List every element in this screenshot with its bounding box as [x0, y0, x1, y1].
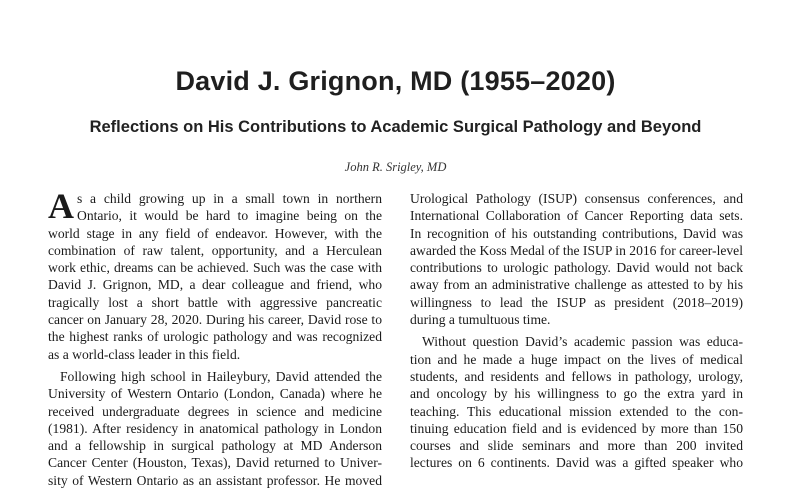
text-line: teaching. This educational mission extended to the con-	[410, 403, 743, 419]
text-line: sity of Western Ontario as an assistant professor. He moved	[48, 472, 382, 488]
left-column	[48, 186, 382, 489]
text-line: contributions to urologic pathology. David would not back	[410, 260, 743, 276]
text-line: International Collaboration of Cancer Reporting data sets.	[410, 208, 743, 224]
text-line: cancer on January 28, 2020. During his career, David rose to	[48, 312, 382, 328]
paragraph-4	[410, 333, 743, 471]
text-line: s a child growing up in a small town in northern	[77, 191, 382, 206]
text-line: combination of raw talent, opportunity, and a Herculean	[48, 242, 382, 258]
text-line: Without question David’s academic passion was educa-	[422, 334, 743, 350]
text-line: students, and residents and fellows in pathology, urology,	[410, 368, 743, 384]
text-line: David J. Grignon, MD, a dear colleague and friend, who	[48, 277, 382, 293]
text-line: tinuing education field and is evidenced by more than 150	[410, 420, 743, 436]
paragraph-2	[48, 368, 382, 489]
paragraph-1	[48, 186, 382, 363]
text-line: willingness to lead the ISUP as president (2018–2019)	[410, 294, 743, 310]
text-line: tragically lost a short battle with aggressive pancreatic	[48, 294, 382, 310]
paragraph-3	[410, 190, 743, 328]
right-column	[410, 190, 743, 472]
text-line: received undergraduate degrees in science and medicine	[48, 403, 382, 419]
text-line: and oncology by his willingness to go the extra yard in	[410, 386, 743, 402]
text-line: away from an administrative challenge as attested to by his	[410, 277, 743, 293]
text-line: Ontario, it would be hard to imagine being on the	[77, 208, 382, 224]
text-line: and a fellowship in surgical pathology at MD Anderson	[48, 438, 382, 454]
text-line: as a world-class leader in this field.	[48, 346, 241, 362]
article-subtitle: Reflections on His Contributions to Academic Surgical Pathology and Beyond	[89, 118, 702, 136]
text-line: Following high school in Haileybury, David attended the	[60, 368, 382, 384]
text-line: courses and slide seminars and more than 200 invited	[410, 438, 743, 454]
text-line: tion and he made a huge impact on the lives of medical	[410, 351, 743, 367]
text-line: world stage in any field of endeavor. However, with the	[48, 225, 382, 241]
text-line: lectures on 6 continents. David was a gifted speaker who	[410, 455, 743, 471]
text-line: Cancer Center (Houston, Texas), David returned to Univer-	[48, 455, 382, 471]
text-line: University of Western Ontario (London, Canada) where he	[48, 386, 382, 402]
article-author: John R. Srigley, MD	[344, 160, 447, 174]
text-line: Urological Pathology (ISUP) consensus conferences, and	[410, 191, 743, 206]
text-line: In recognition of his outstanding contributions, David was	[410, 225, 743, 241]
text-line: (1981). After residency in anatomical pathology in London	[48, 420, 382, 436]
text-line: awarded the Koss Medal of the ISUP in 2016 for career-level	[410, 242, 743, 258]
text-line: the highest ranks of urologic pathology and was recognized	[48, 329, 382, 345]
article-title: David J. Grignon, MD (1955–2020)	[175, 66, 616, 96]
text-line: during a tumultuous time.	[410, 312, 551, 328]
drop-cap: A	[48, 186, 74, 226]
text-line: work ethic, dreams can be achieved. Such was the case with	[48, 260, 382, 276]
